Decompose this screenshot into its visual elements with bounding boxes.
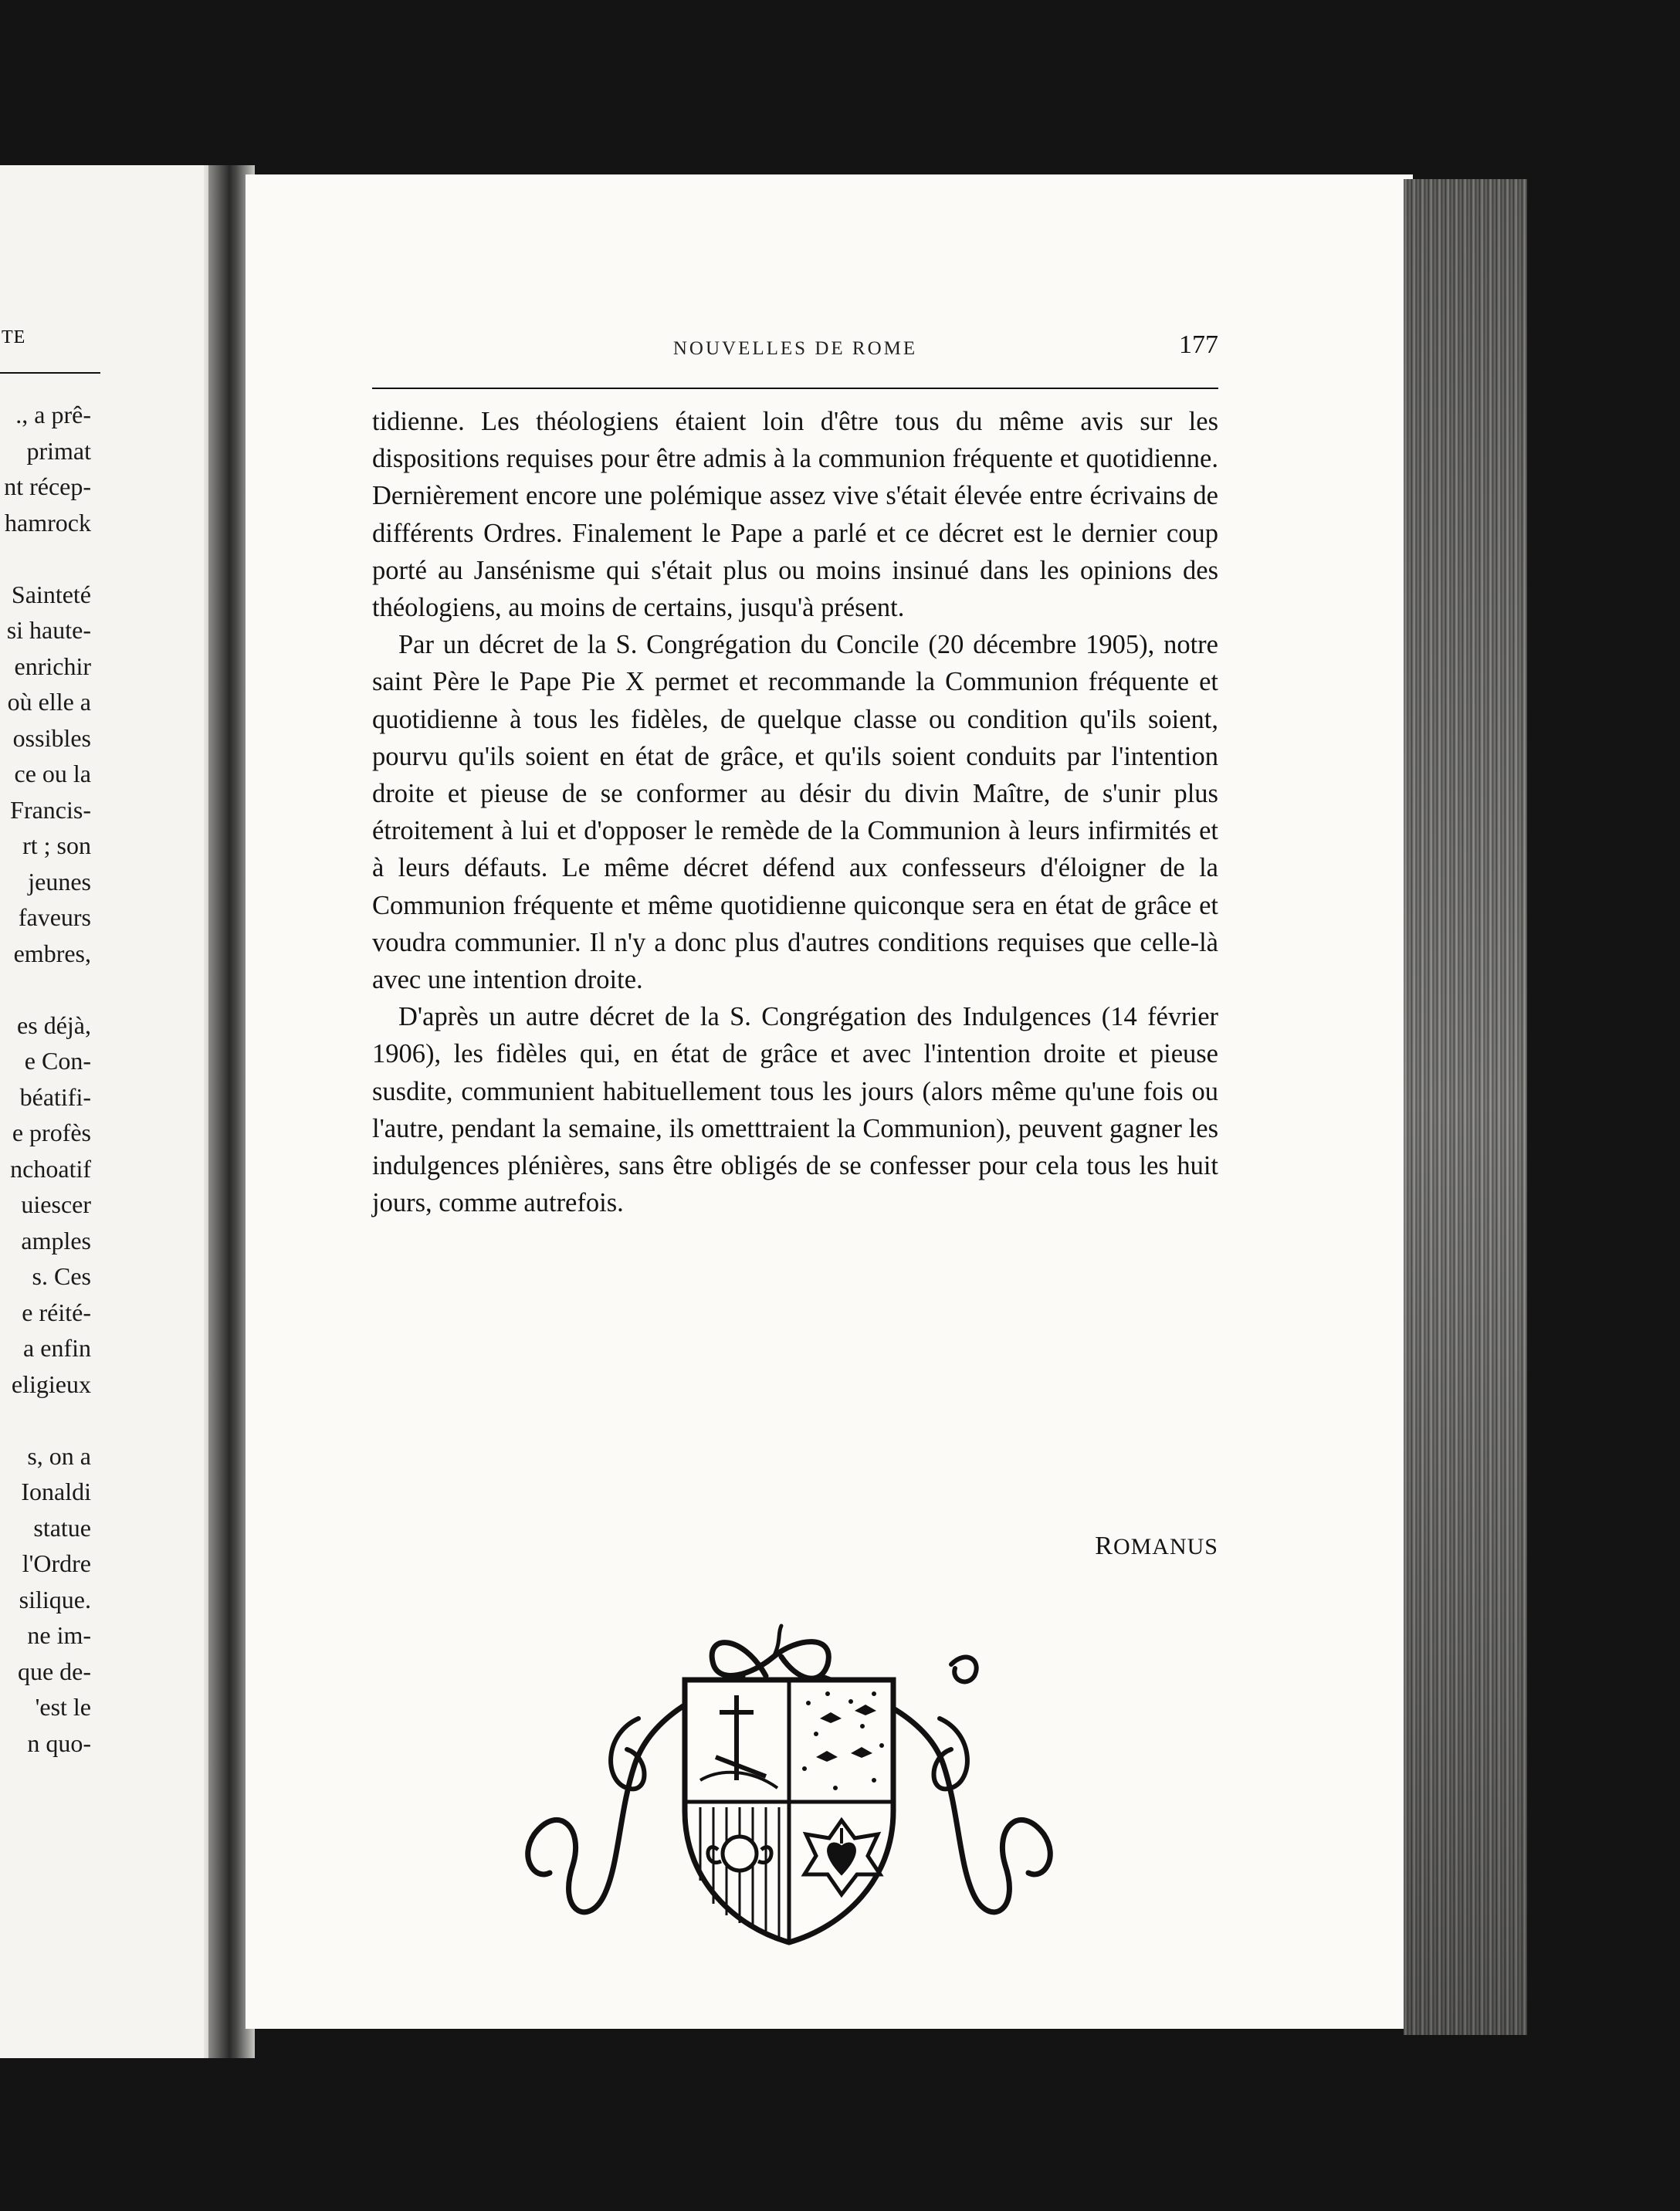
left-page-line: hamrock xyxy=(5,508,91,537)
left-page-line: nt récep- xyxy=(4,472,91,500)
paragraph-1: tidienne. Les théologiens étaient loin d'être tous du même avis sur les dispositions requises pour être admis à la communion fréquente et quotidienne. Dernièrement encore une polémique assez vive s'était élevée entre écrivains de différents Ordres. Finalement le Pape a parlé et ce décret est le dernier coup porté au Jansénisme qui s'était plus ou moins insinué dans les opinions des théologiens, au moins de certains, jusqu'à présent. xyxy=(372,407,1218,623)
header-rule xyxy=(372,388,1218,389)
left-page-line: 'est le xyxy=(35,1693,91,1721)
left-page-line: rt ; son xyxy=(22,831,91,859)
page-stack-shade xyxy=(1404,179,1527,2035)
signature-initial: R xyxy=(1095,1532,1113,1560)
left-page-line: nchoatif xyxy=(10,1154,91,1183)
running-head xyxy=(372,330,1218,367)
left-page-line: e Con- xyxy=(24,1047,91,1075)
left-page-text xyxy=(0,397,91,1761)
left-page-line: e réité- xyxy=(22,1298,91,1326)
left-page-line: amples xyxy=(21,1226,91,1254)
signature-rest: OMANUS xyxy=(1113,1534,1218,1559)
left-page-line: s, on a xyxy=(27,1441,91,1470)
left-page-line: Francis- xyxy=(10,795,91,824)
author-signature xyxy=(1095,1532,1218,1561)
left-page-line: où elle a xyxy=(7,688,91,716)
left-page-line: silique. xyxy=(19,1585,91,1613)
paragraph-3: D'après un autre décret de la S. Congrégation des Indulgences (14 février 1906), les fidèles qui, en état de grâce et avec l'intention droite et pieuse susdite, communient habituellement tous les jours (alors même qu'une fois ou l'autre, pendant la semaine, ils ometttraient la Communion), peuvent gagner les indulgences plénières, sans être obligés de se confesser pour cela tous les huit jours, comme autrefois. xyxy=(372,1002,1218,1218)
left-page-line: béatifi- xyxy=(19,1082,91,1111)
left-page-line: e profès xyxy=(12,1119,91,1146)
left-page-line: ce ou la xyxy=(14,760,91,787)
left-page-line: eligieux xyxy=(11,1370,91,1398)
left-page-line: enrichir xyxy=(14,652,91,680)
facing-page-left xyxy=(0,165,225,2058)
left-page-line: ., a prê- xyxy=(15,401,91,428)
page-number: 177 xyxy=(1179,330,1218,359)
left-page-line: l'Ordre xyxy=(22,1549,91,1577)
left-page-line: si haute- xyxy=(6,616,91,644)
left-page-line: a enfin xyxy=(23,1334,91,1362)
page-stack-edge xyxy=(1404,179,1527,2035)
coat-of-arms-icon xyxy=(511,1603,1082,1958)
left-page-line: embres, xyxy=(13,939,91,967)
left-page-line: s. Ces xyxy=(32,1262,91,1290)
left-page-line: Sainteté xyxy=(11,580,91,608)
article-body xyxy=(372,403,1218,1221)
paragraph-2: Par un décret de la S. Congrégation du Concile (20 décembre 1905), notre saint Père le Pape Pie X permet et recommande la Communion fréquente et quotidienne à tous les fidèles, de quelque classe ou condition qu'ils soient, pourvu qu'ils soient en état de grâce, et qu'ils soient conduits par l'intention droite et pieuse de se conformer au désir du divin Maître, de s'unir plus étroitement à lui et d'opposer le remède de la Communion à leurs infirmités et à leurs défauts. Le même décret défend aux confesseurs d'éloigner de la Communion fréquente et même quotidienne quiconque sera en état de grâce et voudra communier. Il n'y a donc plus d'autres conditions requises que celle-là avec une intention droite. xyxy=(372,630,1218,995)
left-page-line: uiescer xyxy=(21,1190,91,1218)
header-title: NOUVELLES DE ROME xyxy=(672,338,918,359)
left-page-line: es déjà, xyxy=(17,1011,91,1039)
left-page-line: que de- xyxy=(17,1657,91,1685)
left-page-line: faveurs xyxy=(18,903,91,931)
left-page-line xyxy=(0,1402,91,1438)
left-page-line: n quo- xyxy=(27,1729,91,1757)
left-page-line xyxy=(0,540,91,577)
left-page-line: jeunes xyxy=(28,867,91,896)
left-page-line: ossibles xyxy=(12,723,91,752)
left-page-line: Ionaldi xyxy=(21,1478,91,1505)
left-page-line: primat xyxy=(26,436,91,465)
page-177 xyxy=(246,174,1413,2029)
left-header-rule xyxy=(0,372,100,374)
left-page-line: ne im- xyxy=(27,1621,91,1649)
left-running-head: TE xyxy=(2,327,26,347)
left-page-line: statue xyxy=(33,1513,91,1542)
left-page-line xyxy=(0,971,91,1007)
